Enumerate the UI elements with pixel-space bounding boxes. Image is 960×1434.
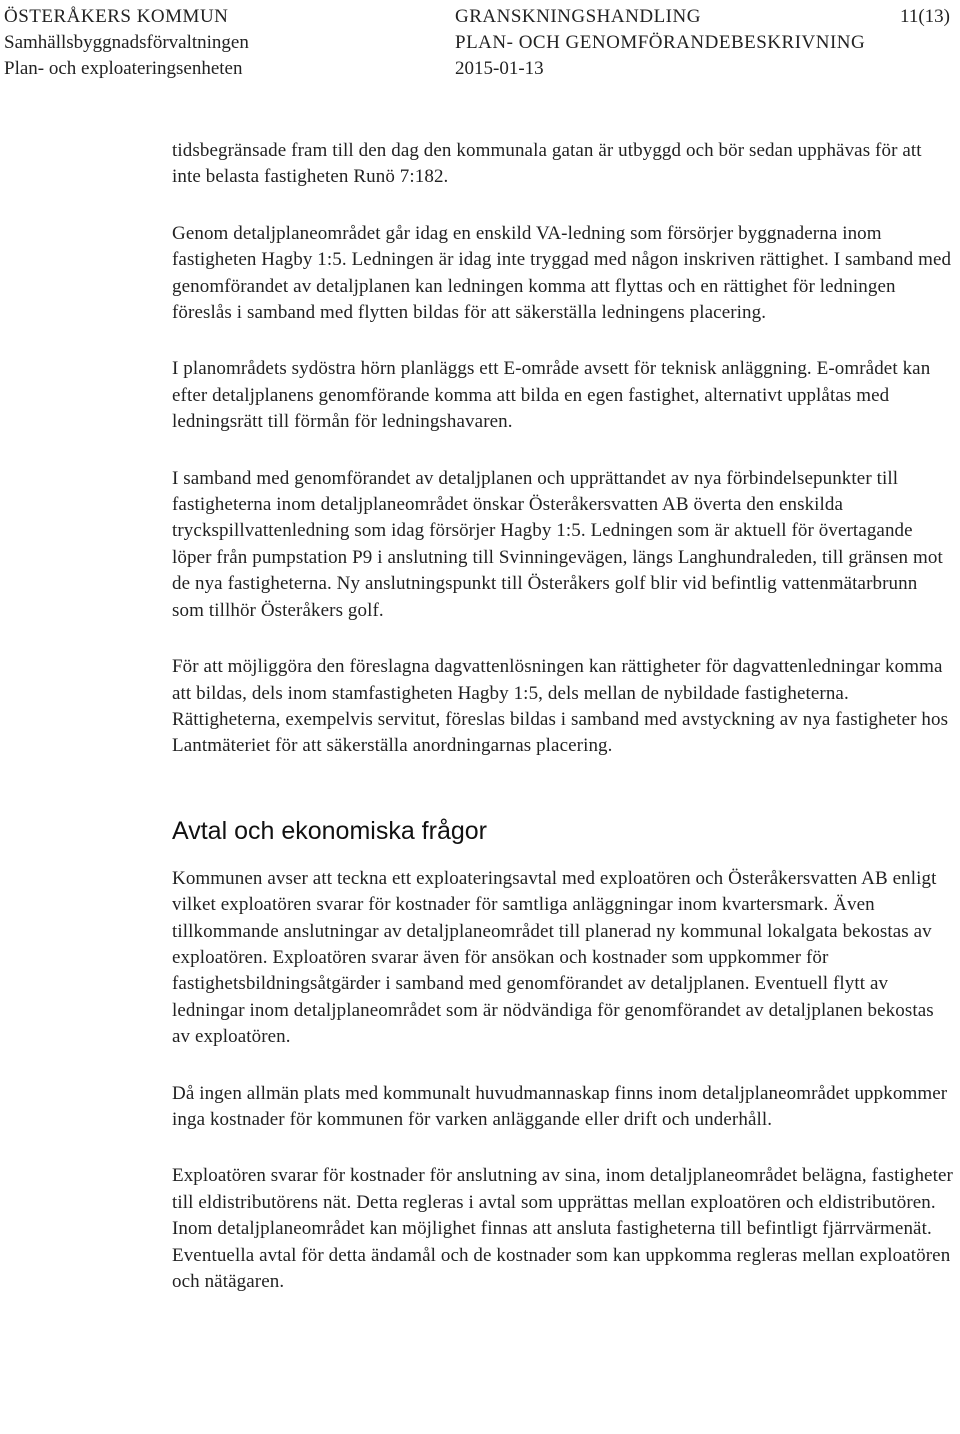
paragraph: Då ingen allmän plats med kommunalt huvudmannaskap finns inom detaljplaneområdet uppkommer inga kostnader för kommunen för varken anläggande eller drift och underhåll. bbox=[172, 1082, 948, 1130]
section-heading: Avtal och ekonomiska frågor bbox=[172, 816, 487, 845]
page-header bbox=[0, 4, 960, 88]
unit-name: Plan- och exploateringsenheten bbox=[4, 58, 243, 79]
paragraph: Genom detaljplaneområdet går idag en enskild VA-ledning som försörjer byggnaderna inom fastigheten Hagby 1:5. Ledningen är idag inte tryggad med någon inskriven rättighet. I samband med genomförandet av detaljplanen kan ledningen komma att flyttas och en rättighet för ledningen föreslås i samband med flytten bildas för att säkerställa ledningens placering. bbox=[172, 222, 952, 324]
document-title: PLAN- OCH GENOMFÖRANDEBESKRIVNING bbox=[455, 32, 866, 53]
page-number: 11(13) bbox=[900, 6, 950, 27]
paragraph: I planområdets sydöstra hörn planläggs ett E-område avsett för teknisk anläggning. E-området kan efter detaljplanens genomförande komma att bilda en egen fastighet, alternativt upplåtas med ledningsrätt till förmån för ledningshavaren. bbox=[172, 358, 931, 433]
header-document-block bbox=[455, 4, 865, 82]
header-organization-block bbox=[4, 4, 249, 82]
document-type: GRANSKNINGSHANDLING bbox=[455, 6, 701, 27]
paragraph: I samband med genomförandet av detaljplanen och upprättandet av nya förbindelsepunkter till fastigheterna inom detaljplaneområdet önskar Österåkersvatten AB överta den enskilda tryckspillvattenledning som idag försörjer Hagby 1:5. Ledningen som är aktuell för övertagande löper från pumpstation P9 i anslutning till Svinningevägen, längs Langhundraleden, till gränsen mot de nya fastigheterna. Ny anslutningspunkt till Österåkers golf blir vid befintlig vattenmätarbrunn som tillhör Österåkers golf. bbox=[172, 467, 943, 621]
paragraph: tidsbegränsade fram till den dag den kommunala gatan är utbyggd och bör sedan upphävas för att inte belasta fastigheten Runö 7:182. bbox=[172, 140, 922, 188]
document-body bbox=[172, 138, 954, 1325]
paragraph: Kommunen avser att teckna ett exploateringsavtal med exploatören och Österåkersvatten AB enligt vilket exploatören svarar för kostnader för samtliga anläggningar inom kvartersmark. Även tillkommande anslutningar av detaljplaneområdet till planerad ny kommunal lokalgata bekostas av exploatören. Exploatören svarar även för ansökan och kostnader som uppkommer för fastighetsbildningsåtgärder i samband med genomförandet av detaljplanen. Eventuell flytt av ledningar inom detaljplaneområdet som är nödvändiga för genomförandet av detaljplanen bekostas av exploatören. bbox=[172, 867, 937, 1048]
department-name: Samhällsbyggnadsförvaltningen bbox=[4, 32, 249, 53]
paragraph: Exploatören svarar för kostnader för anslutning av sina, inom detaljplaneområdet belägna, fastigheter till eldistributörens nät. Detta regleras i avtal som upprättas mellan exploatören och eldistributören. Inom detaljplaneområdet kan möjlighet finnas att ansluta fastigheterna till befintligt fjärrvärmenät. Eventuella avtal för detta ändamål och de kostnader som kan uppkomma regleras mellan exploatören och nätägaren. bbox=[172, 1165, 953, 1292]
org-name: ÖSTERÅKERS KOMMUN bbox=[4, 6, 229, 27]
paragraph: För att möjliggöra den föreslagna dagvattenlösningen kan rättigheter för dagvattenledningar komma att bildas, dels inom stamfastigheten Hagby 1:5, dels mellan de nybildade fastigheterna. Rättigheterna, exempelvis servitut, föreslas bildas i samband med avstyckning av nya fastigheter hos Lantmäteriet för att säkerställa anordningarnas placering. bbox=[172, 656, 949, 757]
document-date: 2015-01-13 bbox=[455, 58, 544, 79]
header-page-block bbox=[900, 4, 950, 30]
